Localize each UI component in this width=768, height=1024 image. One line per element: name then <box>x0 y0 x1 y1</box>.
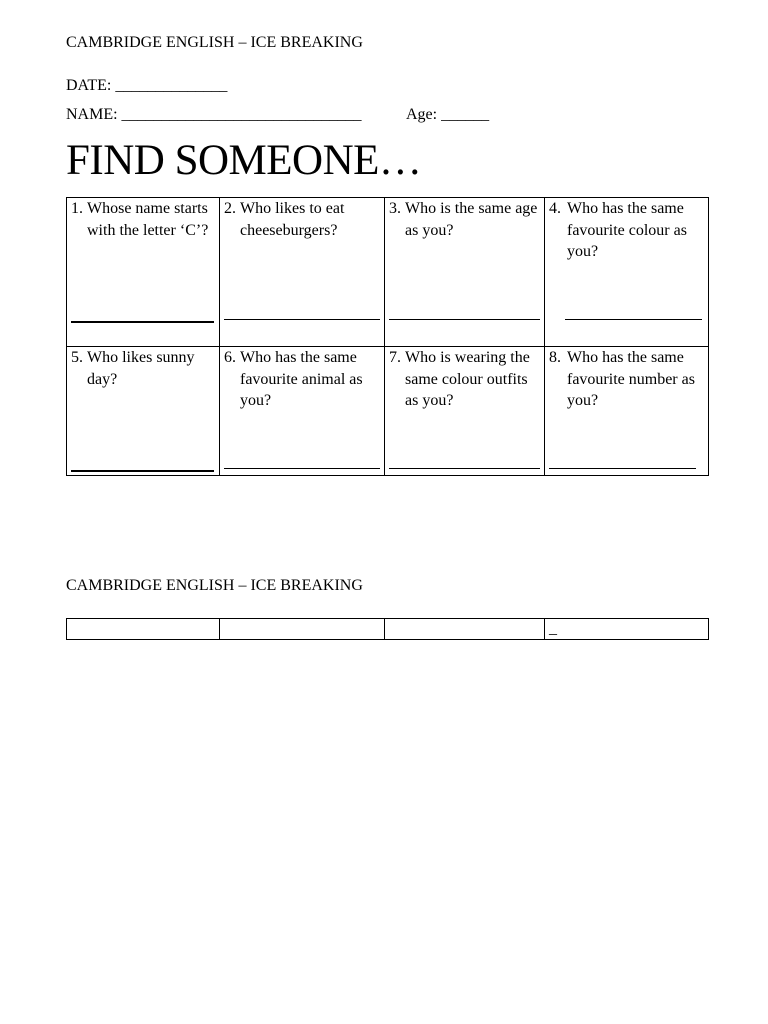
name-field-label: NAME: ______________________________ <box>66 106 362 123</box>
question-text: Who likes to eat cheeseburgers? <box>240 200 345 239</box>
answer-line <box>549 468 696 469</box>
question-text: Who is wearing the same colour outfits as you? <box>405 349 530 409</box>
answer-line <box>224 468 380 469</box>
question-text: Who has the same favourite animal as you? <box>240 349 363 409</box>
question-number: 3. <box>389 200 401 217</box>
answer-line <box>389 319 540 320</box>
answer-line <box>565 319 702 320</box>
question-text: Who is the same age as you? <box>405 200 538 239</box>
question-text: Who likes sunny day? <box>87 349 195 388</box>
question-cell-4 <box>545 198 709 347</box>
question-cell-1 <box>67 198 220 347</box>
answer-line <box>389 468 540 469</box>
second-grid <box>66 618 709 640</box>
questions-grid <box>66 197 709 476</box>
underscore-mark: _ <box>549 620 557 637</box>
date-field-label: DATE: ______________ <box>66 77 228 94</box>
empty-cell <box>220 619 385 640</box>
question-cell-3 <box>385 198 545 347</box>
empty-cell <box>67 619 220 640</box>
question-number: 2. <box>224 200 236 217</box>
question-cell-5 <box>67 347 220 476</box>
question-number: 5. <box>71 349 83 366</box>
answer-line <box>71 321 214 323</box>
worksheet-header-repeat: CAMBRIDGE ENGLISH – ICE BREAKING <box>66 577 363 594</box>
worksheet-header: CAMBRIDGE ENGLISH – ICE BREAKING <box>66 34 363 51</box>
page-title: FIND SOMEONE… <box>66 137 422 184</box>
question-number: 1. <box>71 200 83 217</box>
age-field-label: Age: ______ <box>406 106 490 123</box>
answer-line <box>71 470 214 472</box>
question-text: Whose name starts with the letter ‘C’? <box>87 200 209 239</box>
question-cell-6 <box>220 347 385 476</box>
question-number: 4. <box>549 200 561 217</box>
answer-line <box>224 319 380 320</box>
cell-mark <box>545 619 709 640</box>
question-text: Who has the same favourite colour as you? <box>567 200 687 260</box>
question-cell-2 <box>220 198 385 347</box>
empty-cell <box>385 619 545 640</box>
question-number: 7. <box>389 349 401 366</box>
question-cell-8 <box>545 347 709 476</box>
question-text: Who has the same favourite number as you? <box>567 349 695 409</box>
question-number: 6. <box>224 349 236 366</box>
question-cell-7 <box>385 347 545 476</box>
question-number: 8. <box>549 349 561 366</box>
